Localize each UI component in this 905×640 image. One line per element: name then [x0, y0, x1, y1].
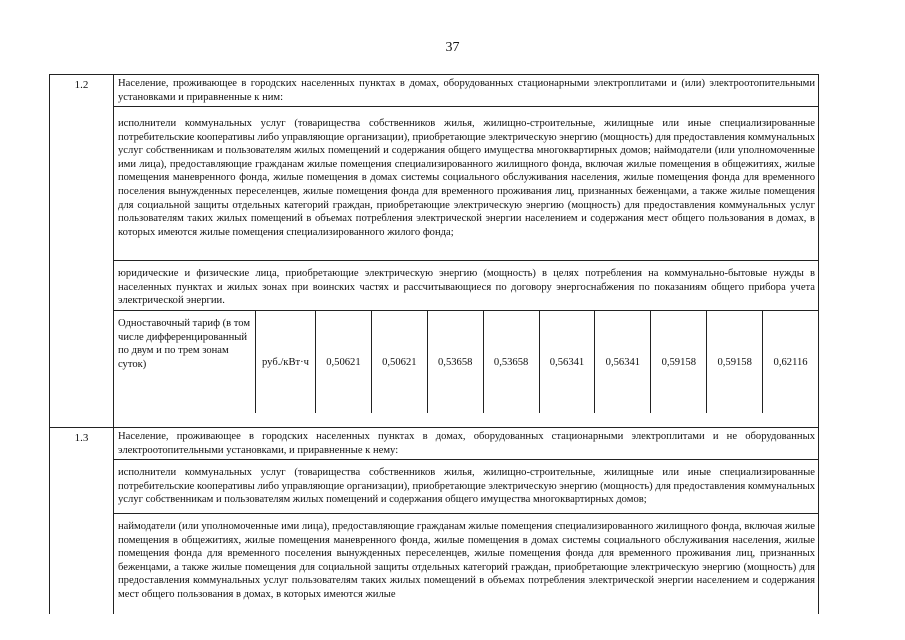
- tariff-value: 0,59158: [707, 311, 763, 413]
- tariff-value: 0,62116: [773, 356, 808, 368]
- table-row-1-2: [50, 75, 818, 427]
- tariff-value: 0,50621: [316, 311, 372, 413]
- category-heading: Население, проживающее в городских населенных пунктах в домах, оборудованных стационарными электроплитами и не оборудованных электроотопительными установками, и приравненные к нему:: [118, 431, 815, 456]
- row-number: 1.3: [50, 428, 114, 614]
- tariff-value: 0,56341: [595, 311, 651, 413]
- tariff-unit: руб./кВт·ч: [256, 311, 316, 413]
- row-content: [114, 428, 818, 614]
- tariff-value: 0,56341: [540, 311, 596, 413]
- tariff-value: 0,59158: [651, 311, 707, 413]
- tariff-value: 0,53658: [484, 311, 540, 413]
- tariff-value: 0,50621: [372, 311, 428, 413]
- row-number: 1.2: [50, 75, 114, 427]
- tariff-value: 0,53658: [428, 311, 484, 413]
- table-row-1-3: [50, 427, 818, 614]
- tariff-label: Одноставочный тариф (в том числе дифференцированный по двум и по трем зонам суток): [114, 311, 256, 413]
- row-content: [114, 75, 818, 427]
- category-paragraph: исполнители коммунальных услуг (товарищества собственников жилья, жилищно-строительные, жилищные или иные специализированные потребительские кооперативы либо управляющие организации), приобретающие электрическую энергию (мощность) для предоставления коммунальных услуг собственникам и пользователям жилых помещений и содержания общего имущества многоквартирных домов; наймодатели (или уполномоченные ими лица), предоставляющие гражданам жилые помещения специализированного жилищного фонда, включая жилые помещения в общежитиях, жилые помещения маневренного фонда, жилые помещения в домах системы социального обслуживания населения, жилые помещения фонда для временного поселения вынужденных переселенцев, жилые помещения фонда для временного проживания лиц, признанных беженцами, а также жилые помещения для социальной защиты отдельных категорий граждан, приобретающие электрическую энергию (мощность) для предоставления коммунальных услуг пользователям таких жилых помещений в объемах потребления электрической энергии населением и содержания мест общего пользования в домах, в которых имеются жилые помещения специализированного жилого фонда;: [118, 118, 815, 238]
- category-paragraph: исполнители коммунальных услуг (товарищества собственников жилья, жилищно-строительные, жилищные или иные специализированные потребительские кооперативы либо управляющие организации), приобретающие электрическую энергию (мощность) для предоставления коммунальных услуг собственникам и пользователям жилых помещений и содержания общего имущества многоквартирных домов;: [118, 467, 815, 506]
- category-paragraph: юридические и физические лица, приобретающие электрическую энергию (мощность) в целях потребления на коммунально-бытовые нужды в населенных пунктах и жилых зонах при воинских частях и рассчитывающиеся по договору энергоснабжения по показаниям общего прибора учета электрической энергии.: [118, 268, 815, 307]
- tariff-table: [49, 74, 819, 614]
- page-number: 37: [445, 40, 460, 55]
- category-paragraph: наймодатели (или уполномоченные ими лица), предоставляющие гражданам жилые помещения специализированного жилищного фонда, включая жилые помещения в общежитиях, жилые помещения маневренного фонда, жилые помещения в домах системы социального обслуживания населения, жилые помещения фонда для временного поселения вынужденных переселенцев, жилые помещения фонда для временного проживания лиц, признанных беженцами, а также жилые помещения для социальной защиты отдельных категорий граждан, приобретающие электрическую энергию (мощность) для предоставления коммунальных услуг пользователям таких жилых помещений в объемах потребления электрической энергии населением и содержания мест общего пользования в домах, в которых имеются жилые: [118, 521, 815, 600]
- category-heading: Население, проживающее в городских населенных пунктах в домах, оборудованных стационарными электроплитами и (или) электроотопительными установками и приравненные к ним:: [118, 78, 815, 103]
- tariff-row: [114, 310, 818, 413]
